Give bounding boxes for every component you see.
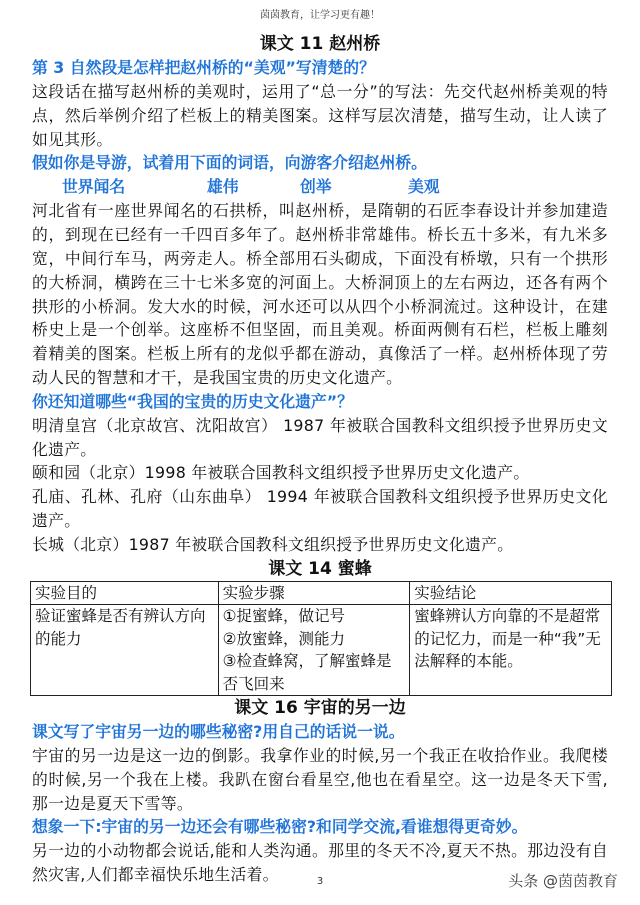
vocab-word: 雄伟	[207, 177, 239, 197]
lesson-16-question-1: 课文写了宇宙另一边的哪些秘密?用自己的话说一说。	[32, 722, 405, 742]
lesson-11-question-2: 假如你是导游，试着用下面的词语，向游客介绍赵州桥。	[32, 153, 427, 173]
lesson-14-title: 课文 14 蜜蜂	[268, 558, 372, 579]
cell-purpose: 验证蜜蜂是否有辨认方向的能力	[31, 605, 219, 696]
watermark-text: 头条 @茵茵教育	[508, 872, 618, 890]
step-item: ②放蜜蜂，测能力	[222, 629, 346, 648]
vocab-word: 创举	[300, 177, 332, 197]
experiment-table	[30, 581, 612, 697]
page-header: 茵茵教育，让学习更有趣！	[260, 10, 380, 21]
lesson-11-question-3: 你还知道哪些“我国的宝贵的历史文化遗产”？	[32, 391, 353, 411]
lesson-11-question-1: 第 3 自然段是怎样把赵州桥的“美观”写清楚的？	[32, 58, 375, 77]
vocab-word: 美观	[408, 177, 440, 197]
source-watermark	[508, 870, 618, 891]
step-item: ③检查蜂窝，了解蜜蜂是否飞回来	[222, 652, 392, 693]
lesson-16-question-2: 想象一下:宇宙的另一边还会有哪些秘密?和同学交流,看谁想得更奇妙。	[32, 817, 528, 837]
cell-conclusion: 蜜蜂辨认方向靠的不是超常的记忆力，而是一种“我”无法解释的本能。	[410, 605, 612, 696]
header-steps: 实验步骤	[218, 581, 410, 605]
header-purpose: 实验目的	[31, 581, 219, 605]
lesson-11-answer-2: 河北省有一座世界闻名的石拱桥，叫赵州桥，是隋朝的石匠李春设计并参加建造的，到现在已经有一千四百多年了。赵州桥非常雄伟。桥长五十多米，有九米多宽，中间行车马，两旁走人。桥全部用石头砌成，下面没有桥墩，只有一个拱形的大桥洞，横跨在三十七米多宽的河面上。大桥洞顶上的左右两边，还各有两个拱形的小桥洞。发大水的时候，河水还可以从四个小桥洞流过。这种设计，在建桥史上是一个创举。这座桥不但坚固，而且美观。桥面两侧有石栏，栏板上雕刻着精美的图案。栏板上所有的龙似乎都在游动，真像活了一样。赵州桥体现了劳动人民的智慧和才干，是我国宝贵的历史文化遗产。	[32, 201, 608, 387]
heritage-item: 孔庙、孔林、孔府（山东曲阜） 1994 年被联合国教科文组织授予世界历史文化遗产。	[32, 487, 608, 530]
page-number: 3	[316, 876, 324, 887]
heritage-item: 长城（北京）1987 年被联合国教科文组织授予世界历史文化遗产。	[32, 534, 514, 554]
vocabulary-words	[0, 175, 640, 199]
table-header-row	[31, 581, 612, 605]
lesson-16-answer-1: 宇宙的另一边是这一边的倒影。我拿作业的时候,另一个我正在收拾作业。我爬楼的时候,另一个我在上楼。我趴在窗台看星空,他也在看星空。这一边是冬天下雪,那一边是夏天下雪等。	[32, 746, 608, 813]
cell-steps	[218, 605, 410, 696]
header-conclusion: 实验结论	[410, 581, 612, 605]
lesson-11-title: 课文 11 赵州桥	[259, 34, 381, 54]
lesson-16-answer-2: 另一边的小动物都会说话,能和人类沟通。那里的冬天不冷,夏天不热。那边没有自然灾害,人们都幸福快乐地生活着。	[32, 841, 608, 885]
lesson-11-answer-1: 这段话在描写赵州桥的美观时，运用了“总一分”的写法：先交代赵州桥美观的特点，然后举例介绍了栏板上的精美图案。这样写层次清楚，描写生动，让人读了如见其形。	[32, 82, 608, 149]
lesson-16-title: 课文 16 宇宙的另一边	[234, 698, 406, 719]
step-item: ①捉蜜蜂，做记号	[222, 607, 346, 626]
table-row	[31, 605, 612, 696]
vocab-word: 世界闻名	[62, 177, 126, 197]
page-content	[0, 32, 640, 887]
heritage-item: 颐和园（北京）1998 年被联合国教科文组织授予世界历史文化遗产。	[32, 463, 530, 483]
heritage-item: 明清皇宫（北京故宫、沈阳故宫） 1987 年被联合国教科文组织授予世界历史文化遗产。	[32, 415, 608, 459]
